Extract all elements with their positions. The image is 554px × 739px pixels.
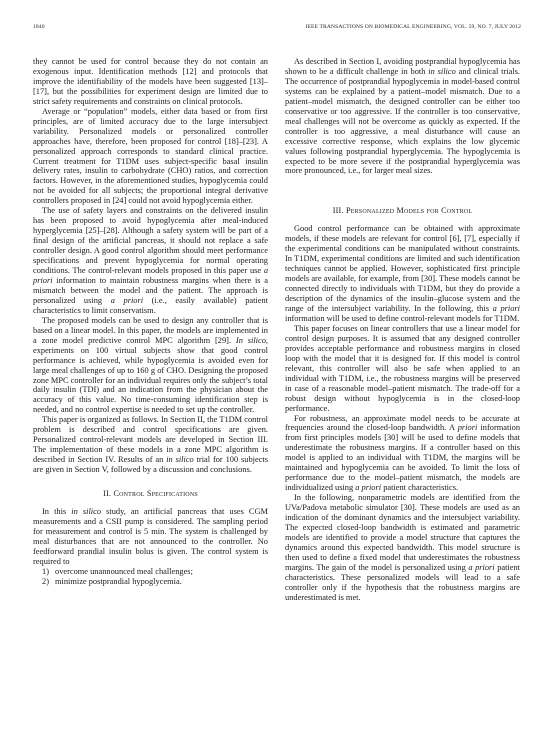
paragraph: This paper is organized as follows. In Section II, the T1DM control problem is described and control specifications are given. Personalized control-relevant models are developed in Section III. The implementation of these models in a zone MPC algorithm is described in Section IV. Results of an in silico trial for 100 subjects are given in Section V, followed by a discussion and conclusions. xyxy=(33,415,268,475)
right-column xyxy=(285,57,520,603)
list-item: 2) minimize postprandial hypoglycemia. xyxy=(42,576,182,586)
list-item: 1) overcome unannounced meal challenges; xyxy=(42,566,193,576)
paragraph: The use of safety layers and constraints on the delivered insulin has been proposed to avoid hypoglycemia after meal-induced hyperglycemia [25]–[28]. Although a safety system will be part of a final design of the artificial pancreas, it should not replace a safe controller design. A good control algorithm should meet performance specifications and prevent hypoglycemia for normal operating conditions. The control-relevant models proposed in this paper use a priori information to maintain robustness margins when there is a mismatch between the model and the patient. The approach is personalized using a priori (i.e., easily available) patient characteristics to limit conservatism. xyxy=(33,206,268,315)
paragraph: As described in Section I, avoiding postprandial hypoglycemia has shown to be a difficult challenge in both in silico and clinical trials. The occurrence of postprandial hypoglycemia in model-based control systems can be explained by a patient–model mismatch. Due to a patient–model mismatch, the designed controller can be either too conservative or too aggressive. If the controller is too conservative, meal challenges will not be overcome as quickly as expected. If the controller is too aggressive, a meal disturbance will cause an excessive corrective response, which explains the low glycemic values following postprandial hyperglycemia. The hypoglycemia is expected to be more severe if the postprandial hyperglycemia was more pronounced, i.e., for larger meal sizes. xyxy=(285,57,520,176)
section-heading: II. Control Specifications xyxy=(103,489,198,499)
paragraph: This paper focuses on linear controllers that use a linear model for control design purposes. It is assumed that any designed controller provides acceptable performance and robustness margins in closed loop with the model that it is designed for. If this model is control relevant, this controller will also be safe when applied to an individual with T1DM, i.e., the robustness margins will be preserved in case of a reasonable model–patient mismatch. The trade-off for a robust design without hypoglycemia is in the closed-loop performance. xyxy=(285,323,520,413)
page-number: 1840 xyxy=(33,24,45,30)
left-column xyxy=(33,57,268,587)
requirements-list xyxy=(33,567,268,587)
running-header xyxy=(33,24,521,34)
journal-header: IEEE TRANSACTIONS ON BIOMEDICAL ENGINEERING, VOL. 59, NO. 7, JULY 2012 xyxy=(305,24,521,30)
paragraph: Good control performance can be obtained with approximate models, if these models are relevant for control [6], [7], especially if the experimental conditions can be manipulated without constraints. In T1DM, experimental conditions are limited and such identification techniques cannot be applied. However, sophisticated first principle models are available, for example, from [30]. These models cannot be connected directly to individuals with T1DM, but they do provide a description of the dynamics of the insulin–glucose system and the range of the intersubject variability. In the following, this a priori information will be used to define control-relevant models for T1DM. xyxy=(285,224,520,323)
section-heading: III. Personalized Models for Control xyxy=(332,206,473,216)
paragraph: The proposed models can be used to design any controller that is based on a linear model. In this paper, the models are implemented in a zone model predictive control MPC algorithm [29]. In silico, experiments on 100 virtual subjects show that good control performance is achieved, while hypoglycemia is avoided even for large meal challenges of up to 160 g of CHO. Designing the proposed zone MPC controller for an individual requires only the subject’s total daily insulin (TDI) and an indication from the physician about the accuracy of this value. No time-consuming identification step is needed, and no control expertise is needed to set up the controller. xyxy=(33,315,269,415)
paragraph: In the following, nonparametric models are identified from the UVa/Padova metabolic simulator [30]. These models are used as an indication of the dominant dynamics and the intersubject variability. The expected closed-loop bandwidth is estimated and parametric models are identified to provide a model structure that captures the dynamics around this expected bandwidth. This model structure is then used to define a fixed model that underestimates the robustness margins. The gain of the model is personalized using a priori patient characteristics. These personalized models will lead to a safe controller only if the hypothesis that the robustness margins are underestimated is met. xyxy=(285,493,520,602)
paragraph: For robustness, an approximate model needs to be accurate at frequencies around the closed-loop bandwidth. A priori information from first principles models [30] will be used to define models that underestimate the robustness margins. If a controller based on this model is applied to an individual with T1DM, the margins will be maintained and hypoglycemia can be avoided. To limit the loss of performance due to the model–patient mismatch, the models are individualized using a priori patient characteristics. xyxy=(285,413,521,493)
paragraph: In this in silico study, an artificial pancreas that uses CGM measurements and a CSII pump is considered. The sampling period for measurement and control is 5 min. The system is challenged by meal disturbances that are not announced to the controller. No feedforward prandial insulin bolus is given. The control system is required to xyxy=(33,506,268,566)
paragraph: they cannot be used for control because they do not contain an exogenous input. Identification methods [12] and protocols that improve the identifiability of the models have been suggested [13]–[17], but the possibilities for experiment design are limited due to strict safety requirements and constraints on clinical protocols. xyxy=(33,57,268,106)
paragraph: Average or “population” models, either data based or from first principles, are of limited accuracy due to the large intersubject variability. Personalized models or personalized controller approaches have, therefore, been proposed for control [18]–[23]. A personalized approach corresponds to standard clinical practice. Current treatment for T1DM uses subject-specific basal insulin delivery rates, insulin to carbohydrate (CHO) ratios, and correction factors. However, in the aforementioned studies, hypoglycemia could not be avoided for all subjects; the proportional integral derivative controllers proposed in [24] could not avoid hypoglycemia either. xyxy=(33,106,268,206)
